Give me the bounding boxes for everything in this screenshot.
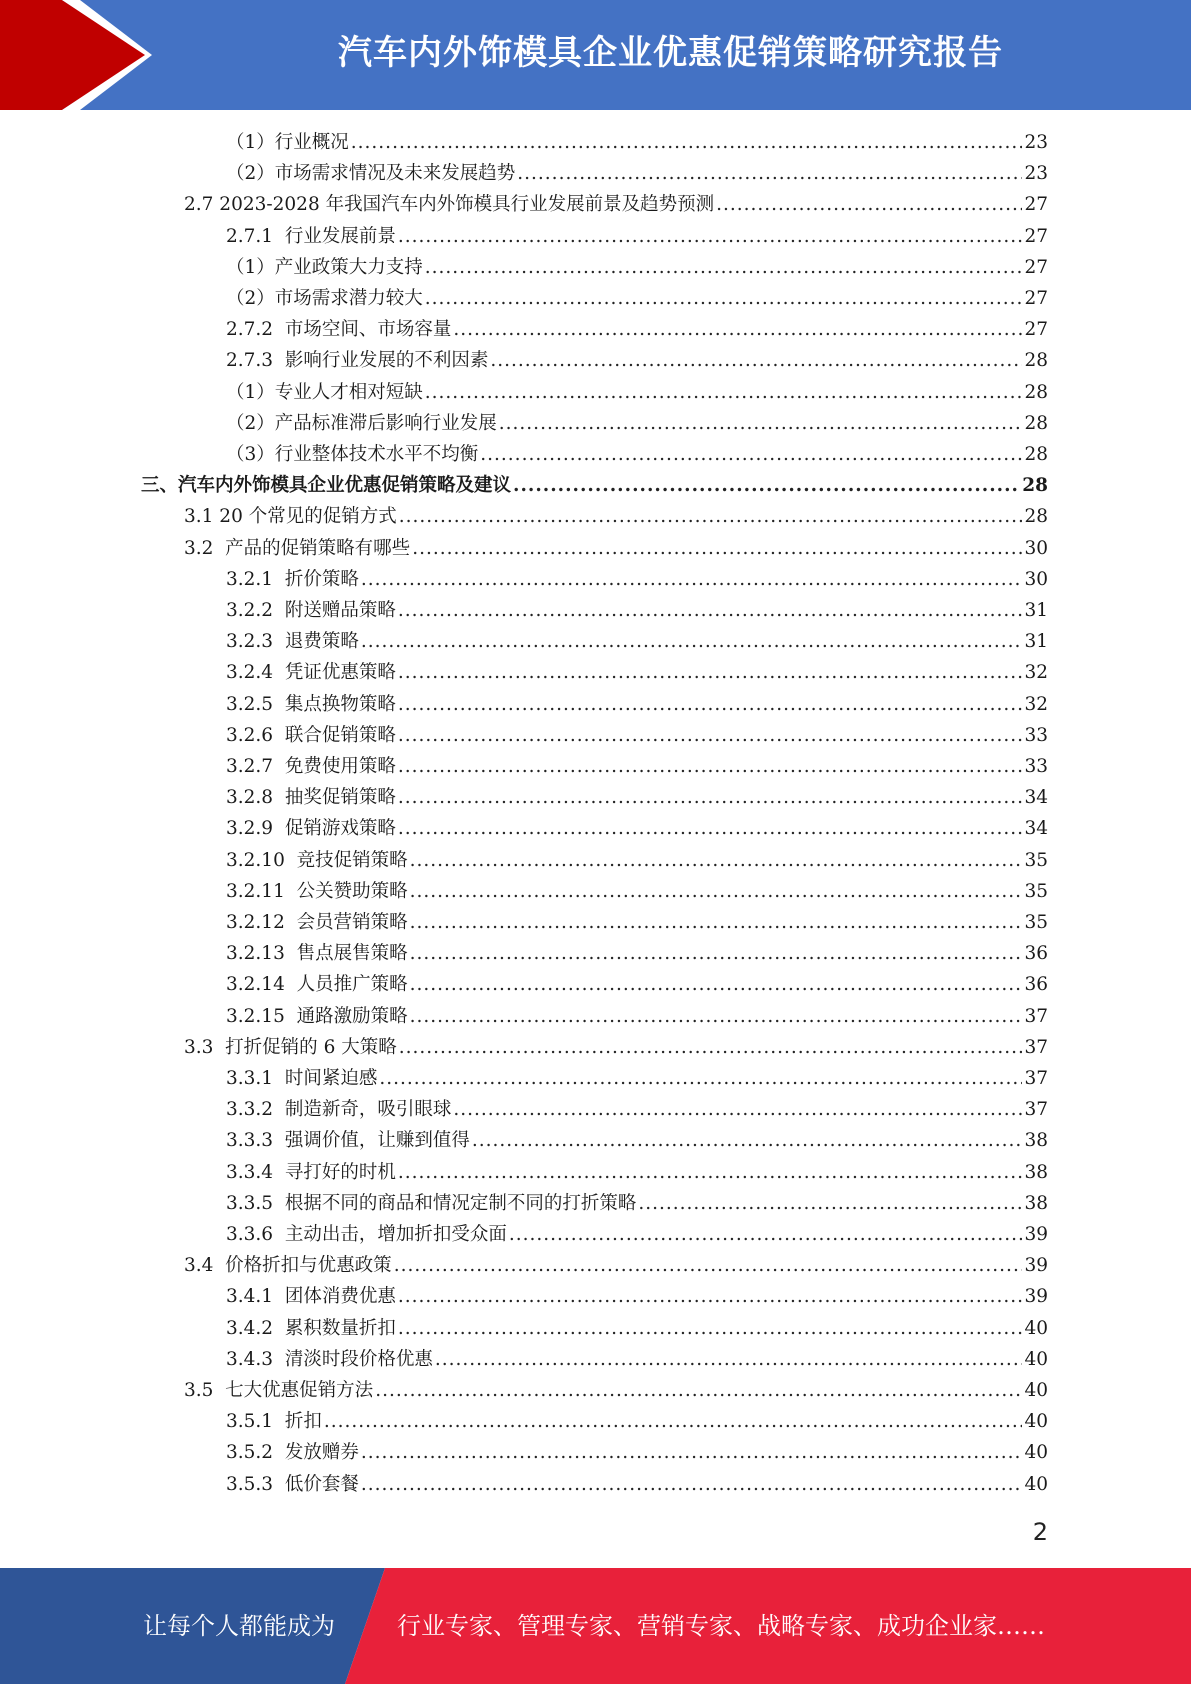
- toc-entry-page: 28: [1024, 412, 1048, 434]
- toc-entry-page: 40: [1024, 1348, 1048, 1370]
- toc-entry-page: 37: [1024, 1005, 1048, 1027]
- toc-entry-label: 3.3.5 根据不同的商品和情况定制不同的打折策略: [226, 1192, 637, 1214]
- toc-entry[interactable]: [226, 1437, 1048, 1468]
- toc-entry-page: 28: [1024, 350, 1048, 372]
- toc-entry-label: 3.3 打折促销的 6 大策略: [184, 1036, 397, 1058]
- toc-entry-label: 2.7.1 行业发展前景: [226, 225, 396, 247]
- toc-leader-dots: [425, 283, 1023, 314]
- toc-leader-dots: [513, 470, 1020, 501]
- toc-entry-label: 2.7.3 影响行业发展的不利因素: [226, 350, 489, 372]
- toc-entry[interactable]: [226, 813, 1048, 844]
- toc-leader-dots: [324, 1406, 1023, 1437]
- toc-entry-page: 37: [1024, 1099, 1048, 1121]
- toc-entry-label: 3.2.7 免费使用策略: [226, 756, 396, 777]
- toc-entry-label: 3.2.9 促销游戏策略: [226, 818, 396, 840]
- toc-leader-dots: [361, 564, 1023, 595]
- toc-entry-label: 3.4.1 团体消费优惠: [226, 1286, 396, 1308]
- toc-entry-page: 39: [1024, 1255, 1048, 1277]
- toc-leader-dots: [412, 533, 1022, 564]
- toc-entry[interactable]: [226, 1406, 1048, 1437]
- toc-entry-page: 39: [1024, 1224, 1048, 1245]
- toc-entry[interactable]: [184, 1250, 1048, 1281]
- toc-entry[interactable]: [184, 1375, 1048, 1406]
- toc-entry[interactable]: [226, 1188, 1048, 1219]
- toc-entry-label: 3.3.2 制造新奇，吸引眼球: [226, 1099, 452, 1121]
- toc-leader-dots: [361, 1437, 1023, 1468]
- toc-entry[interactable]: [226, 377, 1048, 408]
- toc-entry-page: 28: [1024, 381, 1048, 403]
- toc-entry-page: 36: [1024, 943, 1048, 965]
- toc-entry-page: 35: [1024, 912, 1048, 933]
- toc-leader-dots: [398, 813, 1023, 844]
- toc-entry[interactable]: [226, 345, 1048, 376]
- footer-banner: [0, 1568, 1191, 1684]
- toc-entry[interactable]: [226, 845, 1048, 876]
- toc-entry-page: 30: [1024, 537, 1048, 559]
- toc-entry[interactable]: [226, 720, 1048, 751]
- toc-entry-page: 34: [1024, 787, 1048, 809]
- toc-entry[interactable]: [226, 1094, 1048, 1125]
- toc-entry-page: 37: [1024, 1068, 1048, 1089]
- toc-leader-dots: [398, 1157, 1023, 1188]
- toc-entry-page: 35: [1024, 880, 1048, 902]
- toc-entry[interactable]: [226, 127, 1048, 158]
- toc-leader-dots: [375, 1375, 1022, 1406]
- report-title: 汽车内外饰模具企业优惠促销策略研究报告: [338, 33, 1003, 73]
- toc-entry[interactable]: [226, 439, 1048, 470]
- toc-entry-page: 28: [1024, 506, 1048, 528]
- toc-entry[interactable]: [184, 189, 1048, 220]
- toc-entry-label: （2）市场需求潜力较大: [226, 288, 423, 309]
- toc-entry-label: 3.5.1 折扣: [226, 1411, 322, 1433]
- toc-entry[interactable]: [184, 501, 1048, 532]
- page-number: 2: [1032, 1518, 1048, 1546]
- toc-entry-label: 3.2.15 通路激励策略: [226, 1005, 408, 1027]
- toc-leader-dots: [410, 876, 1023, 907]
- toc-entry-label: 3.2.4 凭证优惠策略: [226, 662, 396, 684]
- toc-entry-page: 36: [1024, 974, 1048, 996]
- toc-entry-page: 27: [1024, 256, 1048, 278]
- toc-entry-page: 37: [1024, 1036, 1048, 1058]
- toc-entry[interactable]: [184, 1032, 1048, 1063]
- toc-entry-page: 40: [1024, 1317, 1048, 1339]
- toc-entry-page: 27: [1024, 225, 1048, 247]
- toc-leader-dots: [472, 1125, 1023, 1156]
- toc-entry[interactable]: [226, 1469, 1048, 1500]
- toc-entry-page: 32: [1024, 662, 1048, 684]
- toc-entry-label: 3.2.8 抽奖促销策略: [226, 787, 396, 809]
- toc-entry-label: 3.2.10 竞技促销策略: [226, 849, 408, 871]
- toc-entry-page: 27: [1024, 319, 1048, 341]
- toc-entry-page: 38: [1024, 1130, 1048, 1152]
- toc-entry-label: 3.5.3 低价套餐: [226, 1473, 359, 1495]
- toc-leader-dots: [398, 1313, 1023, 1344]
- toc-entry[interactable]: [226, 626, 1048, 657]
- toc-leader-dots: [398, 221, 1023, 252]
- toc-entry[interactable]: [226, 1344, 1048, 1375]
- toc-leader-dots: [638, 1188, 1022, 1219]
- toc-entry[interactable]: [226, 1281, 1048, 1312]
- toc-entry-label: 三、汽车内外饰模具企业优惠促销策略及建议: [141, 475, 512, 497]
- header-banner: [0, 0, 1191, 110]
- toc-entry-label: 3.3.4 寻打好的时机: [226, 1161, 396, 1183]
- toc-entry-label: （1）行业概况: [226, 132, 349, 153]
- toc-leader-dots: [379, 1063, 1022, 1094]
- toc-entry-page: 31: [1024, 600, 1048, 621]
- toc-entry[interactable]: [226, 595, 1048, 626]
- toc-entry-page: 33: [1024, 756, 1048, 777]
- toc-entry-label: 3.3.3 强调价值，让赚到值得: [226, 1130, 470, 1152]
- toc-leader-dots: [425, 377, 1023, 408]
- toc-entry-page: 40: [1024, 1411, 1048, 1433]
- toc-entry[interactable]: [226, 408, 1048, 439]
- toc-entry-page: 33: [1024, 724, 1048, 746]
- toc-entry[interactable]: [226, 689, 1048, 720]
- toc-leader-dots: [435, 1344, 1023, 1375]
- toc-entry-page: 40: [1024, 1442, 1048, 1464]
- toc-entry-label: 3.2.6 联合促销策略: [226, 724, 396, 746]
- toc-entry-page: 30: [1024, 568, 1048, 590]
- toc-leader-dots: [453, 1094, 1022, 1125]
- toc-entry[interactable]: [226, 1157, 1048, 1188]
- toc-entry[interactable]: [226, 782, 1048, 813]
- toc-entry-label: 3.2.12 会员营销策略: [226, 912, 408, 933]
- toc-leader-dots: [509, 1219, 1023, 1250]
- chevron-decoration: [0, 0, 160, 110]
- toc-leader-dots: [398, 657, 1023, 688]
- toc-leader-dots: [394, 1250, 1023, 1281]
- toc-leader-dots: [398, 751, 1023, 782]
- toc-entry[interactable]: [141, 470, 1048, 501]
- toc-entry-page: 32: [1024, 693, 1048, 715]
- toc-leader-dots: [398, 782, 1023, 813]
- toc-leader-dots: [716, 189, 1022, 220]
- footer-slogan-right: 行业专家、管理专家、营销专家、战略专家、成功企业家……: [397, 1612, 1045, 1640]
- toc-entry-page: 27: [1024, 194, 1048, 216]
- toc-entry-label: 2.7 2023-2028 年我国汽车内外饰模具行业发展前景及趋势预测: [184, 194, 715, 216]
- toc-entry[interactable]: [226, 751, 1048, 782]
- toc-leader-dots: [361, 626, 1023, 657]
- toc-entry[interactable]: [226, 252, 1048, 283]
- toc-entry[interactable]: [226, 158, 1048, 189]
- toc-entry[interactable]: [226, 1125, 1048, 1156]
- toc-entry[interactable]: [226, 564, 1048, 595]
- footer-slogan-left: 让每个人都能成为: [143, 1612, 335, 1640]
- toc-leader-dots: [398, 720, 1023, 751]
- toc-entry[interactable]: [226, 1313, 1048, 1344]
- toc-entry-page: 35: [1024, 849, 1048, 871]
- toc-entry[interactable]: [226, 1001, 1048, 1032]
- toc-entry-label: 3.2.11 公关赞助策略: [226, 880, 408, 902]
- toc-entry-label: 3.2.3 退费策略: [226, 631, 359, 653]
- toc-leader-dots: [499, 408, 1023, 439]
- toc-entry[interactable]: [226, 1219, 1048, 1250]
- toc-leader-dots: [453, 314, 1022, 345]
- toc-entry-page: 38: [1024, 1192, 1048, 1214]
- toc-entry-label: 3.2.13 售点展售策略: [226, 943, 408, 965]
- toc-entry-label: （2）市场需求情况及未来发展趋势: [226, 163, 516, 185]
- toc-entry-label: （2）产品标准滞后影响行业发展: [226, 412, 497, 434]
- toc-entry[interactable]: [226, 969, 1048, 1000]
- toc-entry-label: 3.4 价格折扣与优惠政策: [184, 1255, 392, 1277]
- toc-entry-label: 3.2.1 折价策略: [226, 568, 359, 590]
- toc-entry-label: （1）产业政策大力支持: [226, 256, 423, 278]
- toc-entry[interactable]: [226, 314, 1048, 345]
- toc-leader-dots: [398, 595, 1023, 626]
- toc-leader-dots: [410, 969, 1023, 1000]
- toc-entry-page: 31: [1024, 631, 1048, 653]
- toc-entry-label: 3.5.2 发放赠券: [226, 1442, 359, 1464]
- toc-entry-label: （3）行业整体技术水平不均衡: [226, 444, 479, 465]
- toc-leader-dots: [351, 127, 1023, 158]
- toc-entry-label: 3.5 七大优惠促销方法: [184, 1380, 374, 1401]
- toc-entry-label: 3.2.5 集点换物策略: [226, 693, 396, 715]
- toc-leader-dots: [398, 1281, 1023, 1312]
- toc-entry-page: 28: [1022, 475, 1048, 497]
- toc-entry-label: 3.4.3 清淡时段价格优惠: [226, 1348, 433, 1370]
- toc-leader-dots: [399, 501, 1023, 532]
- toc-leader-dots: [361, 1469, 1023, 1500]
- toc-entry[interactable]: [226, 876, 1048, 907]
- toc-entry-label: 3.1 20 个常见的促销方式: [184, 506, 397, 528]
- toc-entry-page: 27: [1024, 288, 1048, 309]
- toc-entry-page: 38: [1024, 1161, 1048, 1183]
- toc-leader-dots: [399, 1032, 1023, 1063]
- toc-entry-label: 3.2 产品的促销策略有哪些: [184, 537, 411, 559]
- toc-entry-label: 3.2.2 附送赠品策略: [226, 600, 396, 621]
- toc-leader-dots: [517, 158, 1022, 189]
- toc-entry[interactable]: [226, 907, 1048, 938]
- toc-entry-label: （1）专业人才相对短缺: [226, 381, 423, 403]
- toc-leader-dots: [410, 1001, 1023, 1032]
- toc-leader-dots: [480, 439, 1022, 470]
- toc-entry[interactable]: [226, 938, 1048, 969]
- toc-leader-dots: [410, 938, 1023, 969]
- toc-entry[interactable]: [226, 657, 1048, 688]
- toc-entry-page: 40: [1024, 1380, 1048, 1401]
- toc-entry-page: 39: [1024, 1286, 1048, 1308]
- toc-entry[interactable]: [226, 1063, 1048, 1094]
- toc-entry[interactable]: [226, 283, 1048, 314]
- toc-leader-dots: [425, 252, 1023, 283]
- toc-entry-label: 3.2.14 人员推广策略: [226, 974, 408, 996]
- toc-entry-page: 28: [1024, 444, 1048, 465]
- toc-entry[interactable]: [184, 533, 1048, 564]
- toc-entry-page: 23: [1024, 163, 1048, 185]
- toc-entry-label: 3.3.6 主动出击，增加折扣受众面: [226, 1224, 507, 1245]
- toc-leader-dots: [410, 907, 1023, 938]
- toc-entry-label: 3.3.1 时间紧迫感: [226, 1068, 378, 1089]
- toc-entry-page: 40: [1024, 1473, 1048, 1495]
- toc-entry-page: 34: [1024, 818, 1048, 840]
- toc-leader-dots: [398, 689, 1023, 720]
- toc-leader-dots: [410, 845, 1023, 876]
- toc-entry-page: 23: [1024, 132, 1048, 153]
- toc-entry-label: 3.4.2 累积数量折扣: [226, 1317, 396, 1339]
- toc-leader-dots: [490, 345, 1022, 376]
- toc-entry-label: 2.7.2 市场空间、市场容量: [226, 319, 452, 341]
- toc-entry[interactable]: [226, 221, 1048, 252]
